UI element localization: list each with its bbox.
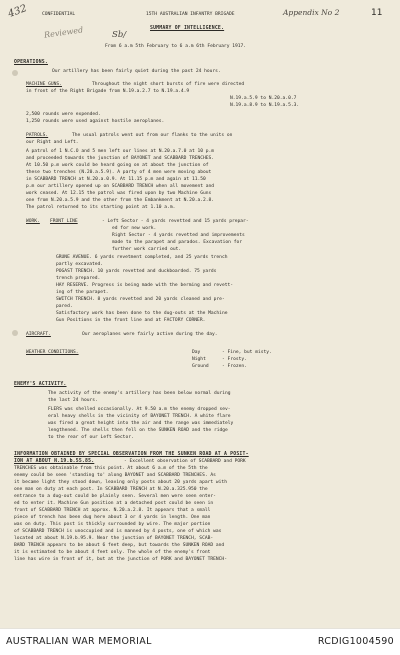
information-line: enemy could be seen 'standing to' along BAYONET and SCABBARD TRENCHES. As bbox=[14, 473, 216, 478]
weather-label: WEATHER CONDITIONS. bbox=[26, 350, 79, 355]
work-trench-line: Satisfactory work has been done to the dug-outs at the Machine bbox=[56, 311, 228, 316]
archive-footer bbox=[0, 628, 400, 655]
work-trench-line: Gun Positions in the front line and at FACTORY CORNER. bbox=[56, 318, 206, 323]
information-heading-continued: ION AT ABOUT N.19.b.55.85. bbox=[14, 459, 95, 464]
work-label: WORK. bbox=[26, 219, 40, 224]
appendix-label: Appendix No 2 bbox=[283, 8, 340, 17]
margin-stamp: Reviewed bbox=[43, 25, 84, 40]
information-line: located at about N.19.b.95.9. Near the junction of BAYONET TRENCH, SCAB- bbox=[14, 536, 214, 541]
information-line: line has wire in front of it, but at the junction of PORK and BAYONET TRENCH- bbox=[14, 557, 227, 562]
information-line: ed to enter it. Machine Gun position at a detached post could be seen in bbox=[14, 501, 214, 506]
punch-hole bbox=[12, 330, 18, 336]
enemy-line: the last 24 hours. bbox=[48, 398, 98, 403]
patrols-line: and proceeded towards the junction of BAYONET and SCABBARD TRENCHES. bbox=[26, 156, 215, 161]
aircraft-label: AIRCRAFT. bbox=[26, 332, 51, 337]
enemy-line: was fired a great height into the air and the range was immediately bbox=[48, 421, 234, 426]
patrols-line: A patrol of 1 N.C.O and 5 men left our lines at N.20.a.7.0 at 10 p.m bbox=[26, 149, 215, 154]
patrols-label: PATROLS. bbox=[26, 133, 49, 138]
patrols-line: one from N.20.a.5.9 and the other from the Embankment at N.20.a.2.8. bbox=[26, 198, 215, 203]
enemy-line: to the rear of our Left Sector. bbox=[48, 435, 134, 440]
front-line-label: FRONT LINE bbox=[50, 219, 78, 224]
mg-line: N.19.a.5.9 to N.20.a.0.7 bbox=[230, 96, 297, 101]
work-trench-line: GRUNE AVENUE. 6 yards revetment completed, and 25 yards trench bbox=[56, 255, 228, 260]
punch-hole bbox=[12, 70, 18, 76]
operations-heading: OPERATIONS. bbox=[14, 60, 48, 65]
patrols-line: At 10.50 p.m work could be heard going on at about the junction of bbox=[26, 163, 209, 168]
mg-line: in front of the Right Brigade from N.19.a.2.7 to N.19.a.4.9 bbox=[26, 89, 190, 94]
archive-record-id: RCDIG1004590 bbox=[317, 636, 394, 647]
information-line: piece of trench has been dug here about 3 or 4 yards in length. One man bbox=[14, 515, 211, 520]
enemy-line: eral heavy shells in the vicinity of BAYONET TRENCH. A white flare bbox=[48, 414, 231, 419]
information-line: it became light they stood down, leaving only posts about 20 yards apart with bbox=[14, 480, 227, 485]
patrols-line: p.m our artillery opened up on SCABBARD TRENCH when all movement and bbox=[26, 184, 215, 189]
aircraft-text: Our aeroplanes were fairly active during the day. bbox=[82, 332, 218, 337]
weather-key: Ground bbox=[192, 364, 209, 369]
information-line: was on duty. This post is thickly surrounded by wire. The major portion bbox=[14, 522, 211, 527]
information-heading: INFORMATION OBTAINED BY SPECIAL OBSERVATION FROM THE SUNKEN ROAD AT A POSIT- bbox=[14, 452, 249, 457]
page-number: 11 bbox=[371, 8, 383, 18]
weather-value: - Frosty. bbox=[222, 357, 247, 362]
patrols-line: our Right and Left. bbox=[26, 140, 79, 145]
patrols-line: these two trenches (N.20.a.5.9). A party of 4 men were moving about bbox=[26, 170, 212, 175]
information-line: TRENCHES was obtainable from this point. At about 6 a.m of the 5th the bbox=[14, 466, 208, 471]
mg-line: N.19.a.8.9 to N.19.a.5.3. bbox=[230, 103, 300, 108]
information-line: it is estimated to be about 4 feet only. The whole of the enemy's front bbox=[14, 550, 211, 555]
initials: Sb/ bbox=[112, 30, 127, 40]
patrols-line: The usual patrols went out from our flanks to the units on bbox=[72, 133, 233, 138]
enemy-line: FLERS was shelled occasionally. At 9.50 a.m the enemy dropped sev- bbox=[48, 407, 231, 412]
information-line: one man on duty at each post. In SCABBARD TRENCH at N.20.a.325.950 the bbox=[14, 487, 208, 492]
machine-guns-label: MACHINE GUNS. bbox=[26, 82, 62, 87]
enemy-line: The activity of the enemy's artillery has been below normal during bbox=[48, 391, 231, 396]
work-line: - Left Sector - 4 yards revetted and 15 yards prepar- bbox=[102, 219, 249, 224]
work-trench-line: trench prepared. bbox=[56, 276, 101, 281]
mg-line: 2,500 rounds were expended. bbox=[26, 112, 101, 117]
information-line: - Excellent observation of SCABBARD and PORK bbox=[124, 459, 246, 464]
work-trench-line: POGAST TRENCH. 10 yards revetted and duckboarded. 75 yards bbox=[56, 269, 217, 274]
patrols-line: work ceased. At 12.15 the patrol was fired upon by two Machine Guns bbox=[26, 191, 212, 196]
work-trench-line: HAY RESERVE. Progress is being made with the berming and revett- bbox=[56, 283, 234, 288]
work-trench-line: pared. bbox=[56, 304, 73, 309]
document-period: From 6 a.m 5th February to 6 a.m 6th February 1917. bbox=[105, 44, 247, 49]
work-trench-line: ing of the parapet. bbox=[56, 290, 109, 295]
work-line: Right Sector - 4 yards revetted and improvements bbox=[112, 233, 245, 238]
patrols-line: The patrol returned to its starting point at 1.10 a.m. bbox=[26, 205, 176, 210]
information-line: front of SCABBARD TRENCH at approx. N.20.a.2.8. It appears that a small bbox=[14, 508, 211, 513]
enemy-heading: ENEMY'S ACTIVITY. bbox=[14, 382, 67, 387]
weather-key: Night bbox=[192, 357, 206, 362]
work-line: further work carried out. bbox=[112, 247, 182, 252]
work-trench-line: SWITCH TRENCH. 8 yards revetted and 20 yards cleaned and pre- bbox=[56, 297, 225, 302]
patrols-line: in SCABBARD TRENCH at N.20.a.0.9. At 11.15 p.m and again at 11.50 bbox=[26, 177, 206, 182]
mg-line: 1,250 rounds were used against hostile aeroplanes. bbox=[26, 119, 165, 124]
corner-number: 432 bbox=[6, 3, 29, 20]
information-line: of SCABBARD TRENCH is unoccupied and is manned by 4 posts, one of which was bbox=[14, 529, 222, 534]
information-line: entrance to a dug-out could be plainly seen. Several men were seen enter- bbox=[14, 494, 216, 499]
work-trench-line: partly excavated. bbox=[56, 262, 104, 267]
information-line: BARD TRENCH appears to be about 6 feet deep, but towards the SUNKEN ROAD and bbox=[14, 543, 225, 548]
work-line: ed for new work. bbox=[112, 226, 157, 231]
brigade-name: 15TH AUSTRALIAN INFANTRY BRIGADE bbox=[146, 12, 235, 17]
weather-value: - Frozen. bbox=[222, 364, 247, 369]
mg-line: Throughout the night short bursts of fire were directed bbox=[92, 82, 245, 87]
confidential-label: CONFIDENTIAL bbox=[42, 12, 76, 17]
document-title: SUMMARY OF INTELLIGENCE. bbox=[150, 26, 225, 31]
weather-key: Day bbox=[192, 350, 201, 355]
operations-intro: Our artillery has been fairly quiet during the past 24 hours. bbox=[52, 69, 221, 74]
weather-value: - Fine, but misty. bbox=[222, 350, 272, 355]
work-line: made to the parapet and parados. Excavation for bbox=[112, 240, 242, 245]
enemy-line: lengthened. The shells then fell on the SUNKEN ROAD and the ridge bbox=[48, 428, 228, 433]
archive-name: AUSTRALIAN WAR MEMORIAL bbox=[6, 636, 152, 647]
